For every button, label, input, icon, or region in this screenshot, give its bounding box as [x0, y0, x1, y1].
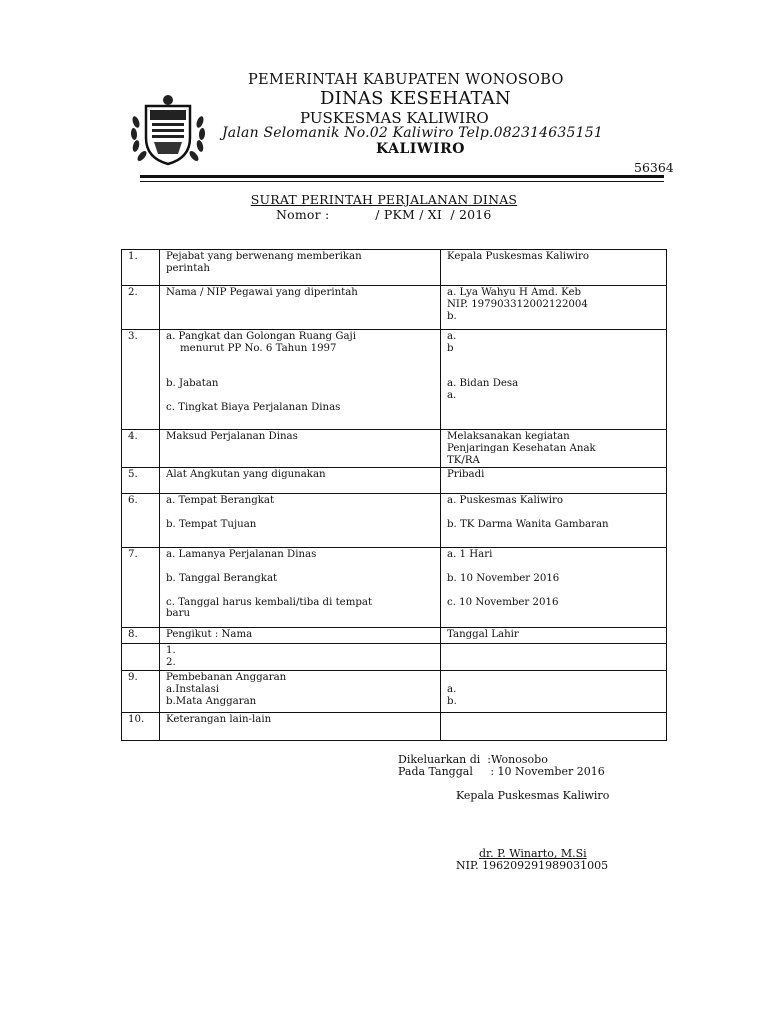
value-line: Melaksanakan kegiatan [447, 431, 570, 442]
signer-nip: NIP. 196209291989031005 [456, 859, 609, 872]
row-label [160, 286, 441, 330]
row-value [441, 548, 667, 628]
value-line: a. [447, 389, 457, 401]
label-line: b. Tanggal Berangkat [166, 572, 278, 584]
row-number: 3. [122, 330, 160, 430]
header-rule-thin [140, 181, 664, 182]
row-label [160, 430, 441, 468]
row-label [160, 250, 441, 286]
label-line [166, 390, 434, 402]
letterhead-government: PEMERINTAH KABUPATEN WONOSOBO [248, 72, 564, 88]
row-label [160, 670, 441, 712]
label-line: 1. [166, 645, 176, 657]
row-value [441, 628, 667, 644]
label-line: c. Tingkat Biaya Perjalanan Dinas [166, 401, 341, 413]
value-line [447, 726, 660, 738]
value-line: Tanggal Lahir [447, 629, 519, 641]
table-row [122, 330, 667, 430]
letterhead-office: PUSKESMAS KALIWIRO [300, 109, 489, 127]
header-rule-thick [140, 175, 664, 178]
row-label [160, 330, 441, 430]
row-number: 4. [122, 430, 160, 468]
label-line [166, 507, 434, 519]
label-line: Pejabat yang berwenang memberikan [166, 251, 362, 262]
label-line [166, 726, 434, 738]
value-line: NIP. 197903312002122004 [447, 298, 588, 310]
letterhead-address: Jalan Selomanik No.02 Kaliwiro Telp.082314635151 [222, 125, 603, 141]
row-value [441, 286, 667, 330]
row-label [160, 628, 441, 644]
label-line [166, 561, 434, 573]
label-line: a. Tempat Berangkat [166, 495, 275, 507]
table-row [122, 670, 667, 712]
value-line: TK/RA [447, 454, 480, 466]
row-number: 6. [122, 494, 160, 548]
value-line [447, 608, 660, 620]
document-title: SURAT PERINTAH PERJALANAN DINAS [250, 192, 518, 207]
postal-code: 56364 [634, 160, 674, 175]
table-row [122, 250, 667, 286]
row-label [160, 548, 441, 628]
label-line: perintah [166, 262, 210, 274]
document-number: Nomor : / PKM / XI / 2016 [276, 207, 492, 222]
table-row [122, 628, 667, 644]
issued-date: Pada Tanggal : 10 November 2016 [398, 765, 605, 778]
label-line: a. Lamanya Perjalanan Dinas [166, 549, 317, 561]
row-value [441, 430, 667, 468]
value-line: a. Bidan Desa [447, 378, 519, 390]
value-line [447, 402, 660, 414]
label-line: Pengikut : Nama [166, 629, 253, 641]
row-value [441, 330, 667, 430]
row-label [160, 712, 441, 740]
value-line [447, 585, 660, 597]
row-value [441, 644, 667, 671]
label-line: menurut PP No. 6 Tahun 1997 [180, 342, 337, 354]
value-line: b [447, 342, 454, 354]
row-value [441, 670, 667, 712]
label-line: Keterangan lain-lain [166, 713, 272, 725]
row-number [122, 644, 160, 671]
value-line: a. [447, 331, 457, 342]
table-row [122, 644, 667, 671]
value-line: b. [447, 695, 457, 707]
label-line [166, 585, 434, 597]
row-label [160, 468, 441, 494]
row-value [441, 712, 667, 740]
row-number: 10. [122, 712, 160, 740]
value-line: Penjaringan Kesehatan Anak [447, 442, 596, 454]
label-line: 2. [166, 657, 176, 669]
value-line: b. [447, 310, 457, 322]
letterhead-city: KALIWIRO [376, 141, 465, 157]
row-value [441, 468, 667, 494]
value-line: a. Lya Wahyu H Amd. Keb [447, 287, 582, 298]
value-line: Pribadi [447, 469, 485, 481]
value-line: c. 10 November 2016 [447, 596, 559, 608]
value-line: b. 10 November 2016 [447, 572, 560, 584]
label-line [166, 366, 434, 378]
row-label [160, 644, 441, 671]
letterhead-agency: DINAS KESEHATAN [320, 88, 511, 109]
label-line: a.Instalasi [166, 683, 220, 695]
issued-place: Dikeluarkan di :Wonosobo [398, 753, 548, 766]
row-number: 1. [122, 250, 160, 286]
value-line [447, 355, 660, 367]
row-number: 8. [122, 628, 160, 644]
label-line: b. Tempat Tujuan [166, 518, 257, 530]
label-line: Alat Angkutan yang digunakan [166, 469, 326, 481]
label-line: a. Pangkat dan Golongan Ruang Gaji [166, 331, 356, 342]
label-line: baru [166, 608, 191, 620]
regency-crest-icon [128, 92, 208, 170]
label-line: b. Jabatan [166, 378, 219, 390]
label-line: Maksud Perjalanan Dinas [166, 431, 298, 442]
value-line [447, 672, 660, 684]
table-row [122, 468, 667, 494]
row-value [441, 250, 667, 286]
label-line: b.Mata Anggaran [166, 695, 257, 707]
value-line [447, 507, 660, 519]
table-row [122, 712, 667, 740]
table-row [122, 494, 667, 548]
row-value [441, 494, 667, 548]
value-line [447, 366, 660, 378]
row-label [160, 494, 441, 548]
row-number: 2. [122, 286, 160, 330]
signer-name: dr. P. Winarto, M.Si [479, 847, 587, 860]
value-line: a. Puskesmas Kaliwiro [447, 495, 564, 507]
table-row [122, 548, 667, 628]
row-number: 7. [122, 548, 160, 628]
label-line: Nama / NIP Pegawai yang diperintah [166, 287, 358, 298]
value-line [447, 645, 660, 657]
label-line: c. Tanggal harus kembali/tiba di tempat [166, 596, 373, 608]
label-line [166, 355, 434, 367]
signer-position: Kepala Puskesmas Kaliwiro [456, 789, 610, 802]
row-number: 9. [122, 670, 160, 712]
value-line: a. [447, 683, 457, 695]
table-row [122, 286, 667, 330]
value-line [447, 714, 660, 726]
travel-order-table [121, 249, 667, 741]
value-line: a. 1 Hari [447, 549, 493, 561]
label-line: Pembebanan Anggaran [166, 671, 287, 683]
row-number: 5. [122, 468, 160, 494]
table-row [122, 430, 667, 468]
value-line [447, 561, 660, 573]
value-line: b. TK Darma Wanita Gambaran [447, 518, 609, 530]
value-line: Kepala Puskesmas Kaliwiro [447, 251, 589, 262]
